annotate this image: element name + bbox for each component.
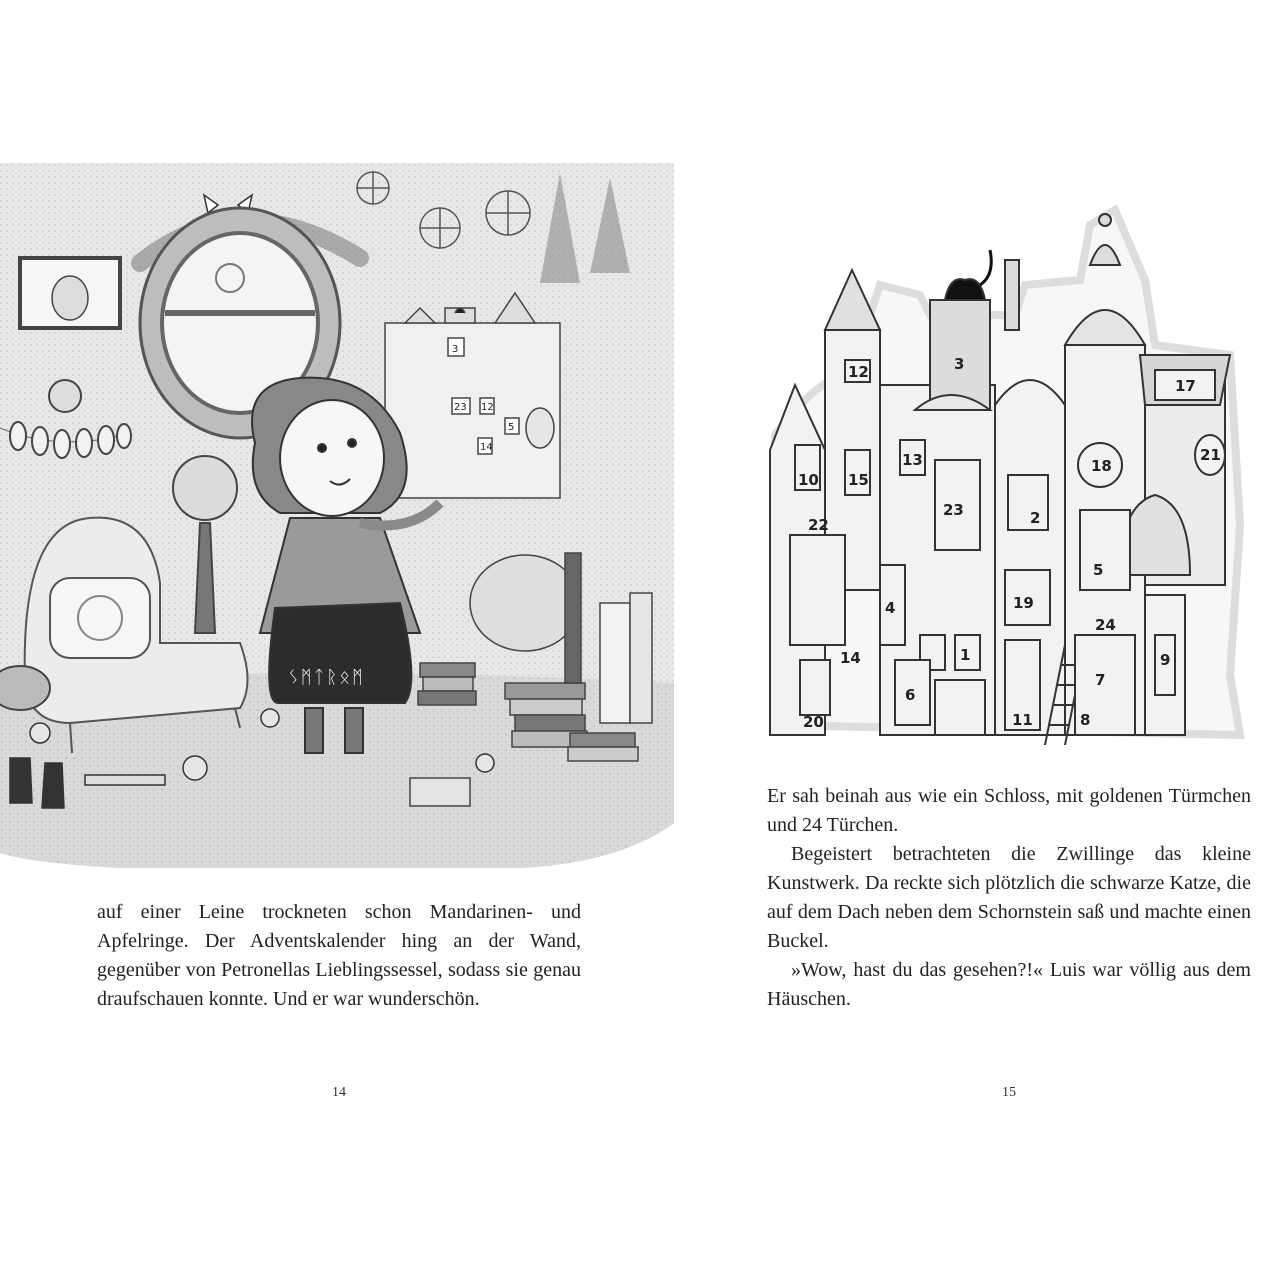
door-number: 14	[840, 649, 861, 667]
door-number: 20	[803, 713, 824, 731]
door-number: 2	[1030, 509, 1041, 527]
door-number: 12	[848, 363, 869, 381]
door-number: 19	[1013, 594, 1034, 612]
door-number: 24	[1095, 616, 1116, 634]
door-number: 18	[1091, 457, 1112, 475]
page-number-right: 15	[1002, 1085, 1016, 1100]
door-number: 17	[1175, 377, 1196, 395]
door-number: 8	[1080, 711, 1091, 729]
door-number: 23	[943, 501, 964, 519]
door-number: 9	[1160, 651, 1171, 669]
door-number: 21	[1200, 446, 1221, 464]
door-number: 13	[902, 451, 923, 469]
wall-advent-calendar	[385, 293, 560, 498]
skirt-runes: ᛊᛗᛏᚱᛟᛗ	[288, 667, 365, 688]
right-page-text	[767, 782, 1251, 1014]
illustration-witch-room	[0, 163, 674, 873]
door-number: 7	[1095, 671, 1106, 689]
paragraph: Er sah beinah aus wie ein Schloss, mit goldenen Türmchen und 24 Türchen.	[767, 785, 1251, 836]
paragraph: Begeistert betrachteten die Zwillinge das kleine Kunstwerk. Da reckte sich plötzlich die schwarze Katze, die auf dem Dach neben dem Schornstein saß und machte einen Buckel.	[767, 843, 1251, 952]
door-number: 11	[1012, 711, 1033, 729]
page-number-left: 14	[332, 1085, 346, 1100]
wall-calendar-number: 5	[508, 422, 515, 433]
door-number: 4	[885, 599, 896, 617]
wall-calendar-number: 23	[454, 402, 467, 413]
wall-calendar-number: 12	[481, 402, 494, 413]
illustration-castle-advent-calendar	[760, 205, 1260, 745]
left-page-text	[97, 898, 581, 1014]
paragraph: »Wow, hast du das gesehen?!« Luis war völlig aus dem Häuschen.	[767, 959, 1251, 1010]
small-portrait	[49, 380, 81, 412]
door-number: 15	[848, 471, 869, 489]
paragraph: auf einer Leine trockneten schon Mandarinen- und Apfelringe. Der Adventskalender hing an der Wand, gegenüber von Petronellas Lieblingssessel, sodass sie genau draufschauen konnte. Und er war wunderschön.	[97, 901, 581, 1010]
door-number: 10	[798, 471, 819, 489]
wall-calendar-number: 3	[452, 344, 459, 355]
door-number: 3	[954, 355, 965, 373]
wall-calendar-number: 14	[480, 442, 493, 453]
door-number: 22	[808, 516, 829, 534]
door-number: 5	[1093, 561, 1104, 579]
basket	[0, 666, 50, 710]
door-number: 6	[905, 686, 916, 704]
door-number: 1	[960, 646, 971, 664]
